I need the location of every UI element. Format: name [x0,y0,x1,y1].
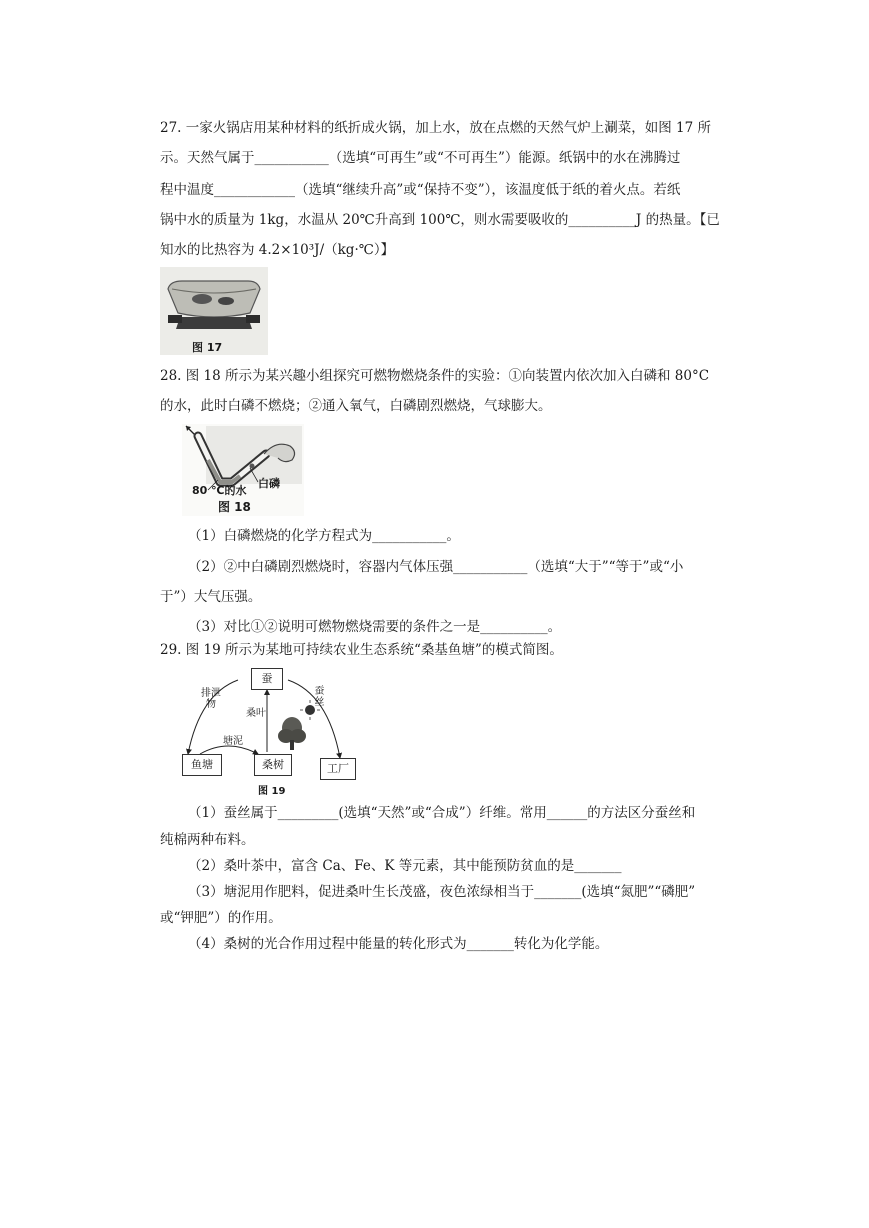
label-silk: 蚕丝 [314,686,325,708]
q28-line-1: 28. 图 18 所示为某兴趣小组探究可燃物燃烧条件的实验：①向装置内依次加入白磷和 80°C [160,368,710,384]
q27-line-2: 示。天然气属于___________（选填“可再生”或“不可再生”）能源。纸锅中的水在沸腾过 [160,150,681,166]
q27-line-1: 27. 一家火锅店用某种材料的纸折成火锅，加上水，放在点燃的天然气炉上涮菜，如图 17 所 [160,120,712,136]
label-mulberry-leaf: 桑叶 [246,708,266,719]
figure-17-paper-pot [160,267,268,355]
q28-sub-3: （3）对比①②说明可燃物燃烧需要的条件之一是__________。 [188,619,562,635]
label-excrement: 排泄物 [201,688,221,710]
figure-18-caption: 图 18 [218,500,251,514]
label-80c-water: 80 ℃的水 [192,484,247,497]
q27-line-3: 程中温度____________（选填“继续升高”或“保持不变”），该温度低于纸的着火点。若纸 [160,182,681,198]
q28-sub-1: （1）白磷燃烧的化学方程式为___________。 [188,528,460,544]
q29-sub-3: （3）塘泥用作肥料，促进桑叶生长茂盛，夜色浓绿相当于_______(选填“氮肥”“磷肥” [188,884,696,900]
box-silkworm: 蚕 [251,668,283,690]
box-mulberry-tree: 桑树 [254,754,292,776]
q28-sub-2-cont: 于”）大气压强。 [160,589,262,605]
q28-line-2: 的水，此时白磷不燃烧；②通入氧气，白磷剧烈燃烧，气球膨大。 [160,398,552,414]
q27-line-5: 知水的比热容为 4.2×10³J/（kg·℃）】 [160,242,395,258]
box-factory: 工厂 [320,758,356,780]
q29-sub-3-cont: 或“钾肥”）的作用。 [160,910,282,926]
figure-18-apparatus [182,424,304,516]
figure-19-ecosystem-diagram [178,664,358,796]
q29-line-1: 29. 图 19 所示为某地可持续农业生态系统“桑基鱼塘”的模式简图。 [160,642,563,658]
q29-sub-4: （4）桑树的光合作用过程中能量的转化形式为_______转化为化学能。 [188,936,609,952]
label-white-phosphorus: 白磷 [258,477,280,490]
q29-sub-2: （2）桑叶茶中，富含 Ca、Fe、K 等元素，其中能预防贫血的是_______ [188,858,622,874]
q28-sub-2: （2）②中白磷剧烈燃烧时，容器内气体压强___________（选填“大于”“等于”或“小 [188,559,684,575]
figure-19-caption: 图 19 [258,786,286,797]
q29-sub-1-cont: 纯棉两种布料。 [160,832,255,848]
box-fishpond: 鱼塘 [182,754,222,776]
figure-17-caption: 图 17 [192,341,223,354]
q27-line-4: 锅中水的质量为 1kg，水温从 20℃升高到 100℃，则水需要吸收的__________J 的热量。【已 [160,212,720,228]
label-pond-mud: 塘泥 [223,736,243,747]
q29-sub-1: （1）蚕丝属于_________(选填“天然”或“合成”）纤维。常用______的方法区分蚕丝和 [188,805,696,821]
